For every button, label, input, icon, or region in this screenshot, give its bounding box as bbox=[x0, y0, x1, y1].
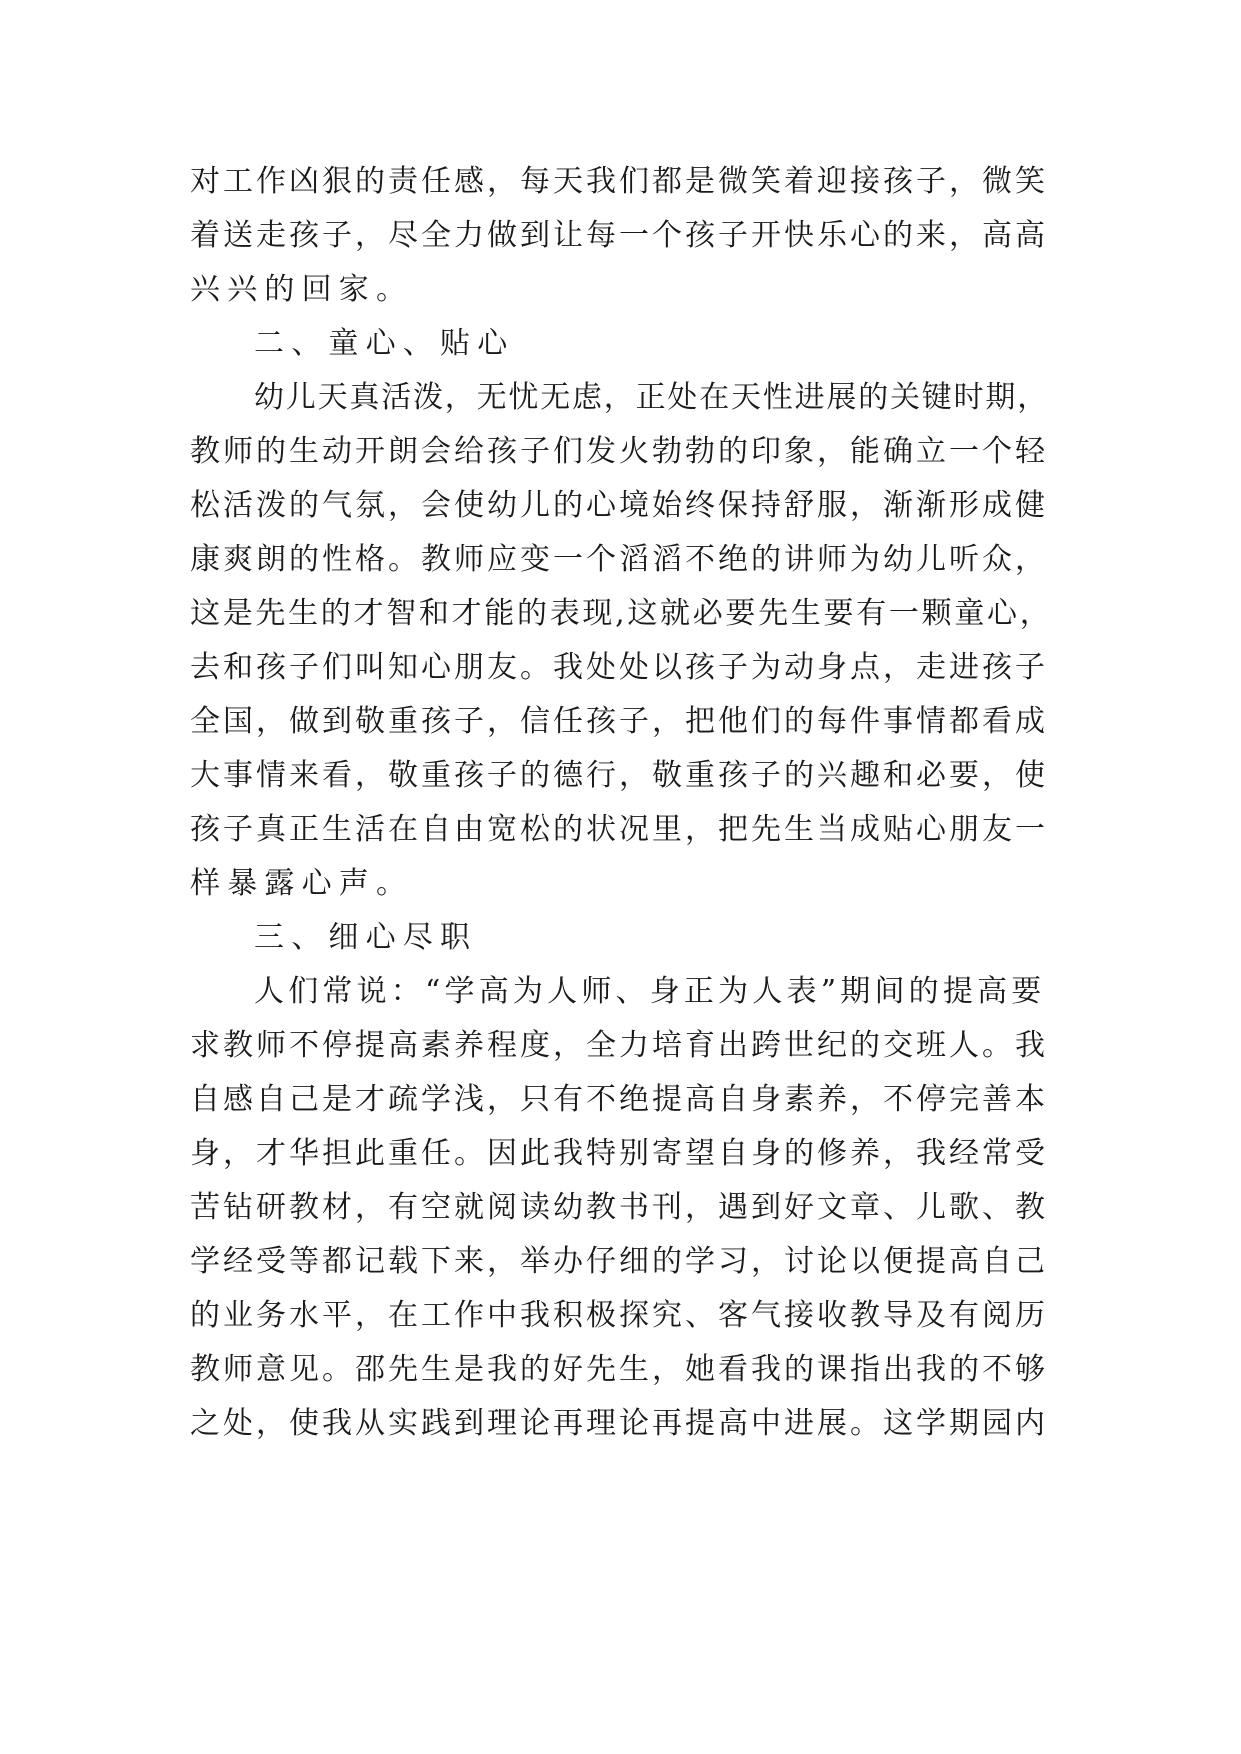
text-line: 去和孩子们叫知心朋友。我处处以孩子为动身点，走进孩子 bbox=[190, 650, 1048, 685]
text-line: 教师的生动开朗会给孩子们发火勃勃的印象，能确立一个轻 bbox=[190, 434, 1048, 469]
text-line: 全国，做到敬重孩子，信任孩子，把他们的每件事情都看成 bbox=[190, 704, 1048, 739]
text-line: 这是先生的才智和才能的表现,这就必要先生要有一颗童心， bbox=[190, 596, 1053, 631]
text-line: 苦钻研教材，有空就阅读幼教书刊，遇到好文章、儿歌、教 bbox=[190, 1190, 1048, 1225]
text-line: 孩子真正生活在自由宽松的状况里，把先生当成贴心朋友一 bbox=[190, 812, 1048, 847]
text-line: 之处，使我从实践到理论再理论再提高中进展。这学期园内 bbox=[190, 1406, 1048, 1441]
text-line: 大事情来看，敬重孩子的德行，敬重孩子的兴趣和必要，使 bbox=[190, 758, 1048, 793]
text-line: 兴兴的回家。 bbox=[190, 272, 414, 307]
text-line: 求教师不停提高素养程度，全力培育出跨世纪的交班人。我 bbox=[190, 1028, 1048, 1063]
text-line: 自感自己是才疏学浅，只有不绝提高自身素养，不停完善本 bbox=[190, 1082, 1048, 1117]
text-line: 教师意见。邵先生是我的好先生，她看我的课指出我的不够 bbox=[190, 1352, 1048, 1387]
text-line: 对工作凶狠的责任感，每天我们都是微笑着迎接孩子，微笑 bbox=[190, 164, 1048, 199]
text-line: 着送走孩子，尽全力做到让每一个孩子开快乐心的来，高高 bbox=[190, 218, 1048, 253]
text-line: 康爽朗的性格。教师应变一个滔滔不绝的讲师为幼儿听众， bbox=[190, 542, 1048, 577]
text-line: 幼儿天真活泼，无忧无虑，正处在天性进展的关键时期， bbox=[254, 380, 1049, 415]
text-line: 学经受等都记载下来，举办仔细的学习，讨论以便提高自己 bbox=[190, 1244, 1048, 1279]
text-line: 的业务水平，在工作中我积极探究、客气接收教导及有阅历 bbox=[190, 1298, 1048, 1333]
section-heading: 二、童心、贴心 bbox=[254, 326, 515, 361]
text-line: 样暴露心声。 bbox=[190, 866, 414, 901]
text-line: 人们常说：“学高为人师、身正为人表”期间的提高要 bbox=[254, 974, 1046, 1009]
text-line: 身，才华担此重任。因此我特别寄望自身的修养，我经常受 bbox=[190, 1136, 1048, 1171]
text-line: 松活泼的气氛，会使幼儿的心境始终保持舒服，渐渐形成健 bbox=[190, 488, 1048, 523]
document-body bbox=[190, 155, 1052, 1451]
section-heading: 三、细心尽职 bbox=[254, 920, 478, 955]
